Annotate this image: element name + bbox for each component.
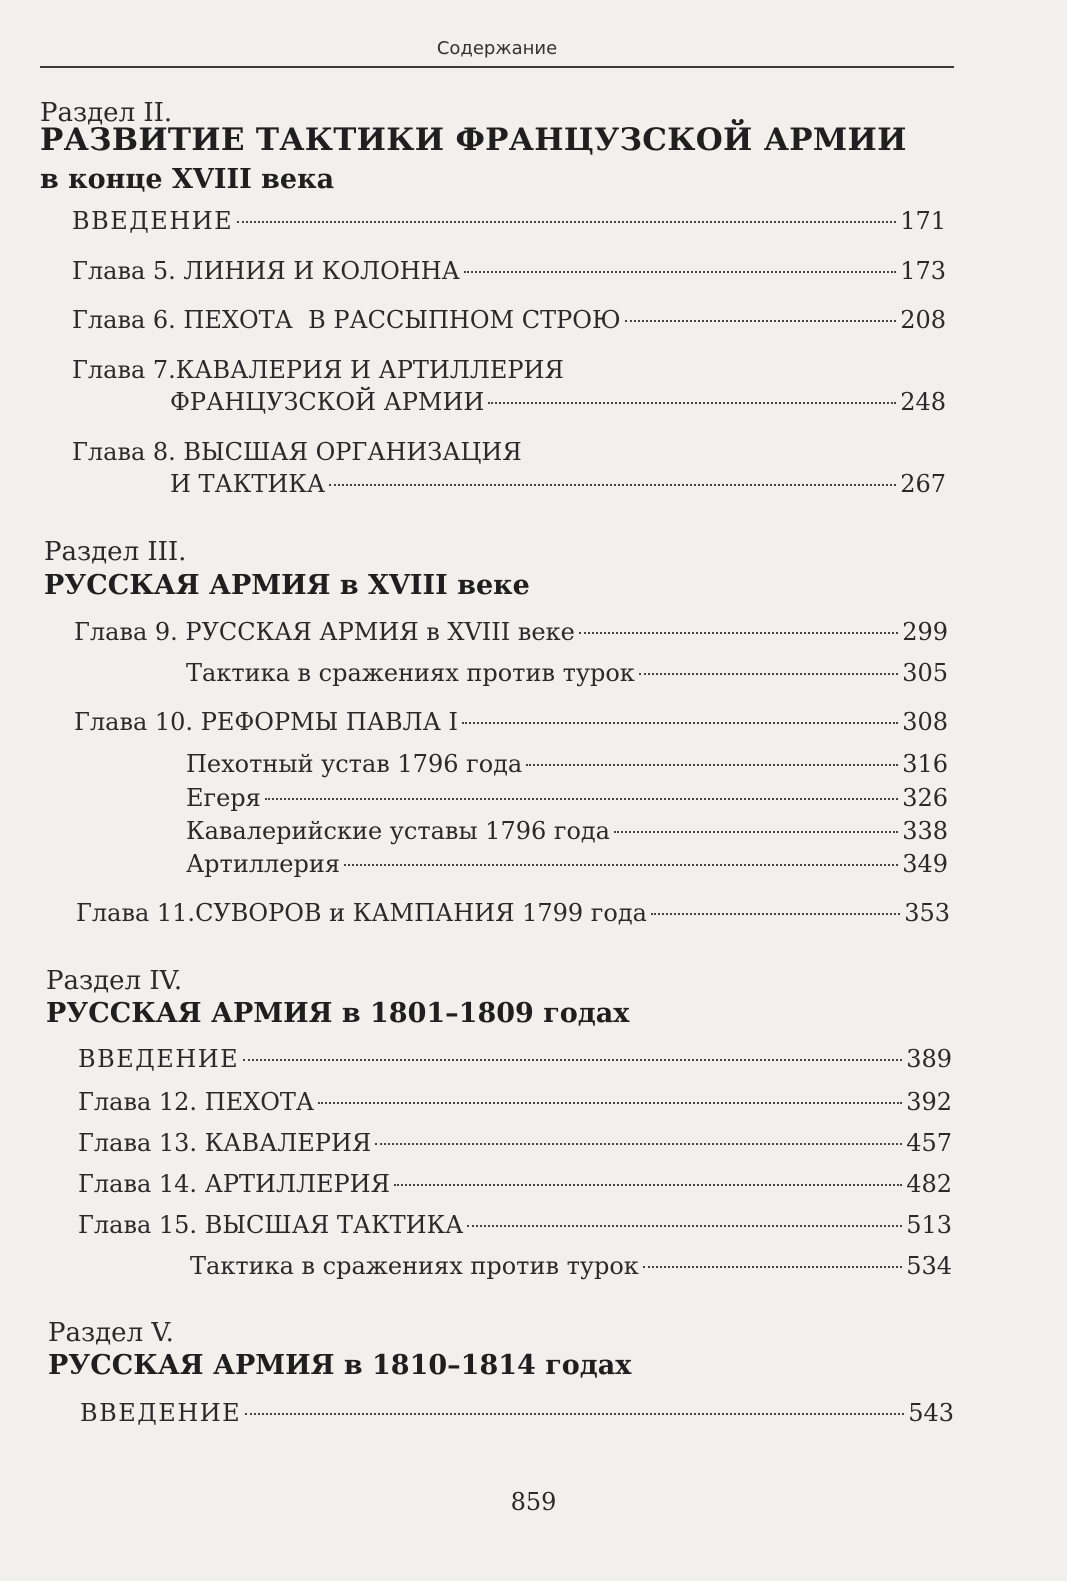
toc-entry[interactable] <box>78 1127 952 1159</box>
toc-entry[interactable] <box>186 657 948 689</box>
dot-leader <box>467 1225 902 1227</box>
entry-page: 248 <box>900 388 946 416</box>
dot-leader <box>462 722 898 724</box>
entry-page: 267 <box>900 470 946 498</box>
toc-entry[interactable] <box>72 255 946 287</box>
dot-leader <box>651 913 900 915</box>
entry-title: ВВЕДЕНИЕ <box>72 207 234 235</box>
dot-leader <box>318 1102 902 1104</box>
dot-leader <box>488 402 896 404</box>
entry-title: Пехотный устав 1796 года <box>186 750 523 778</box>
section-title-line: в конце XVIII века <box>40 164 335 195</box>
entry-title: Глава 12. ПЕХОТА <box>78 1088 315 1116</box>
dot-leader <box>329 484 896 486</box>
toc-entry[interactable] <box>72 304 946 336</box>
toc-entry[interactable] <box>74 706 948 738</box>
toc-entry[interactable] <box>78 1209 952 1241</box>
section-title-line: РАЗВИТИЕ ТАКТИКИ ФРАНЦУЗСКОЙ АРМИИ <box>40 122 907 158</box>
running-head: Содержание <box>436 38 558 59</box>
entry-page: 392 <box>906 1088 952 1116</box>
entry-page: 316 <box>902 750 948 778</box>
entry-title: ВВЕДЕНИЕ <box>80 1399 242 1427</box>
dot-leader <box>265 798 898 800</box>
dot-leader <box>639 673 898 675</box>
entry-page: 305 <box>902 659 948 687</box>
entry-page: 543 <box>908 1399 954 1427</box>
entry-title: И ТАКТИКА <box>170 470 326 498</box>
dot-leader <box>243 1059 902 1061</box>
section-title <box>46 994 629 1034</box>
toc-entry[interactable] <box>186 815 948 847</box>
entry-title: Глава 14. АРТИЛЛЕРИЯ <box>78 1170 390 1198</box>
entry-page: 457 <box>906 1129 952 1157</box>
toc-entry[interactable] <box>74 616 948 648</box>
section-title <box>48 1346 631 1386</box>
entry-page: 308 <box>902 708 948 736</box>
entry-page: 173 <box>900 257 946 285</box>
dot-leader <box>526 764 898 766</box>
section-label: Раздел IV. <box>46 966 183 996</box>
entry-title: ФРАНЦУЗСКОЙ АРМИИ <box>170 388 485 416</box>
entry-page: 299 <box>902 618 948 646</box>
toc-entry[interactable] <box>78 1168 952 1200</box>
dot-leader <box>237 221 896 223</box>
entry-title: Глава 6. ПЕХОТА В РАССЫПНОМ СТРОЮ <box>72 306 621 334</box>
section-label: Раздел II. <box>40 98 173 128</box>
toc-entry[interactable] <box>186 848 948 880</box>
section-title-line: РУССКАЯ АРМИЯ в XVIII веке <box>44 570 530 601</box>
entry-title-line: Глава 8. ВЫСШАЯ ОРГАНИЗАЦИЯ <box>72 438 522 466</box>
entry-title: ВВЕДЕНИЕ <box>78 1045 240 1073</box>
dot-leader <box>643 1266 902 1268</box>
entry-title: Кавалерийские уставы 1796 года <box>186 817 610 845</box>
toc-entry[interactable] <box>170 468 946 500</box>
entry-title: Глава 9. РУССКАЯ АРМИЯ в XVIII веке <box>74 618 575 646</box>
toc-entry[interactable] <box>78 1086 952 1118</box>
entry-title: Глава 5. ЛИНИЯ И КОЛОННА <box>72 257 460 285</box>
section-title <box>40 120 907 200</box>
entry-title: Егеря <box>186 784 261 812</box>
entry-page: 349 <box>902 850 948 878</box>
entry-title: Глава 15. ВЫСШАЯ ТАКТИКА <box>78 1211 464 1239</box>
entry-title: Тактика в сражениях против турок <box>186 659 635 687</box>
dot-leader <box>579 632 898 634</box>
dot-leader <box>375 1143 902 1145</box>
page-number: 859 <box>510 1488 557 1516</box>
entry-page: 353 <box>904 899 950 927</box>
toc-entry[interactable] <box>72 205 946 237</box>
entry-title-line: Глава 7.КАВАЛЕРИЯ И АРТИЛЛЕРИЯ <box>72 356 564 384</box>
entry-title: Тактика в сражениях против турок <box>190 1252 639 1280</box>
entry-page: 534 <box>906 1252 952 1280</box>
entry-page: 338 <box>902 817 948 845</box>
dot-leader <box>245 1413 904 1415</box>
header-rule <box>40 66 954 68</box>
toc-entry[interactable] <box>170 386 946 418</box>
toc-entry[interactable] <box>76 897 950 929</box>
entry-title: Глава 11.СУВОРОВ и КАМПАНИЯ 1799 года <box>76 899 647 927</box>
entry-page: 389 <box>906 1045 952 1073</box>
dot-leader <box>464 271 896 273</box>
entry-title: Артиллерия <box>186 850 341 878</box>
toc-entry[interactable] <box>186 748 948 780</box>
toc-entry[interactable] <box>80 1397 954 1429</box>
toc-entry[interactable] <box>186 782 948 814</box>
section-title-line: РУССКАЯ АРМИЯ в 1810–1814 годах <box>48 1350 632 1381</box>
dot-leader <box>614 831 898 833</box>
entry-title: Глава 13. КАВАЛЕРИЯ <box>78 1129 372 1157</box>
section-title <box>44 566 530 606</box>
section-label: Раздел V. <box>48 1318 174 1348</box>
entry-page: 513 <box>906 1211 952 1239</box>
dot-leader <box>344 864 898 866</box>
entry-title: Глава 10. РЕФОРМЫ ПАВЛА I <box>74 708 458 736</box>
entry-page: 171 <box>900 207 946 235</box>
entry-page: 482 <box>906 1170 952 1198</box>
section-label: Раздел III. <box>44 537 187 567</box>
dot-leader <box>394 1184 902 1186</box>
section-title-line: РУССКАЯ АРМИЯ в 1801–1809 годах <box>46 998 630 1029</box>
toc-entry[interactable] <box>78 1043 952 1075</box>
entry-page: 326 <box>902 784 948 812</box>
toc-entry[interactable] <box>190 1250 952 1282</box>
entry-page: 208 <box>900 306 946 334</box>
dot-leader <box>625 320 897 322</box>
